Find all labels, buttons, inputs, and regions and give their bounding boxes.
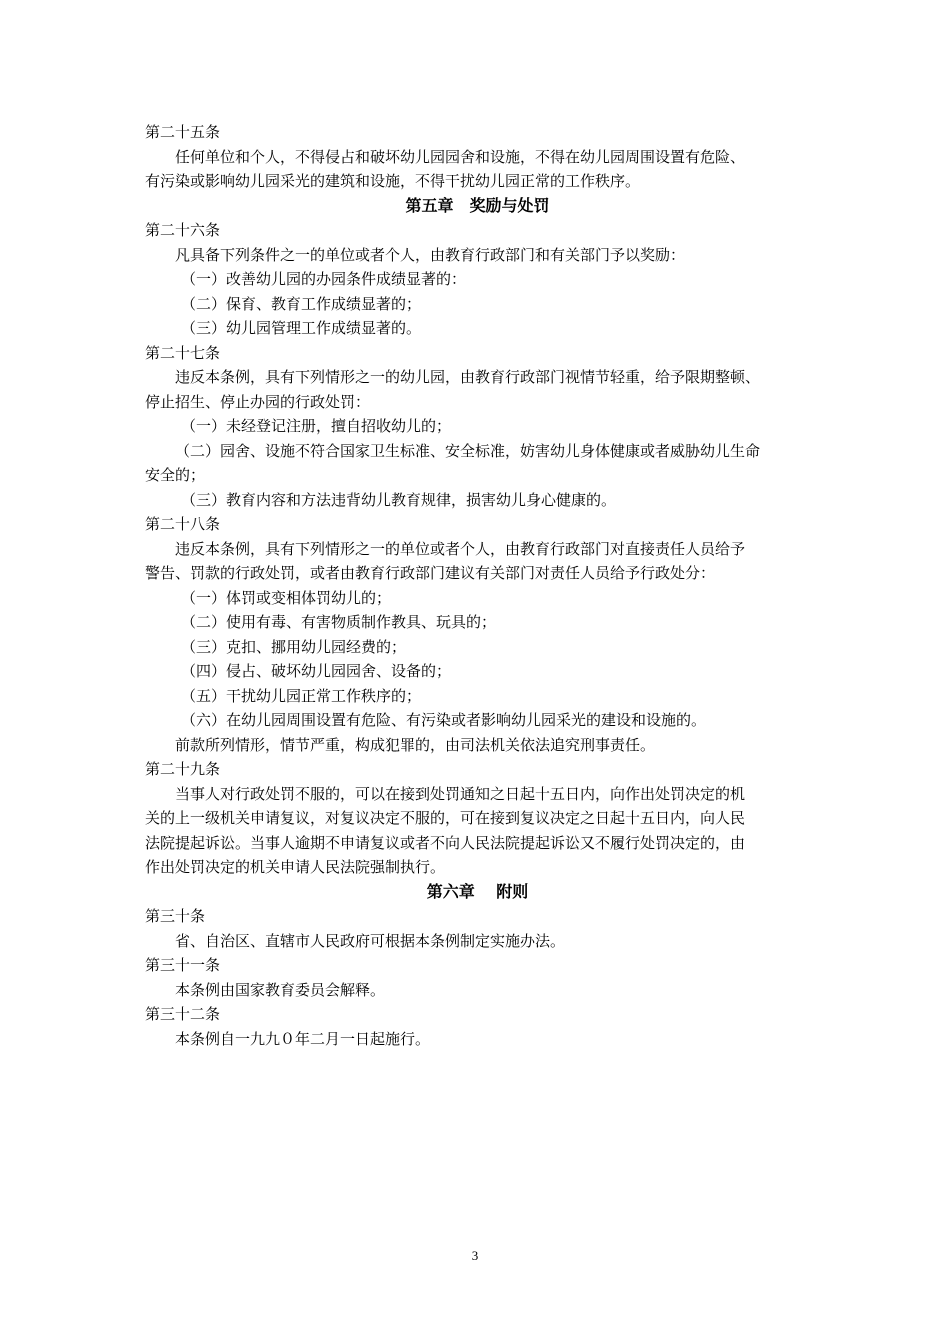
list-item: （二）园舍、设施不符合国家卫生标准、安全标准，妨害幼儿身体健康或者威胁幼儿生命 (175, 441, 761, 460)
paragraph-continuation: 有污染或影响幼儿园采光的建筑和设施，不得干扰幼儿园正常的工作秩序。 (145, 172, 641, 190)
paragraph-line: 前款所列情形，情节严重，构成犯罪的，由司法机关依法追究刑事责任。 (175, 735, 656, 754)
paragraph-line: 违反本条例，具有下列情形之一的单位或者个人，由教育行政部门对直接责任人员给予 (175, 539, 746, 558)
article-heading: 第二十八条 (145, 515, 221, 533)
chapter-title: 第六章 附则 (426, 881, 529, 901)
list-item: （三）教育内容和方法违背幼儿教育规律，损害幼儿身心健康的。 (181, 490, 617, 509)
list-item: （四）侵占、破坏幼儿园园舍、设备的； (181, 662, 452, 680)
paragraph-continuation: 停止招生、停止办园的行政处罚： (145, 392, 371, 411)
article-heading: 第三十二条 (145, 1005, 221, 1023)
document-body (145, 120, 810, 1051)
list-item: （六）在幼儿园周围设置有危险、有污染或者影响幼儿园采光的建设和设施的。 (181, 711, 707, 729)
list-item: （三）克扣、挪用幼儿园经费的； (181, 637, 407, 656)
paragraph-line: 本条例自一九九０年二月一日起施行。 (175, 1029, 431, 1048)
paragraph-line: 凡具备下列条件之一的单位或者个人，由教育行政部门和有关部门予以奖励： (175, 245, 686, 264)
paragraph-continuation: 安全的； (145, 466, 206, 484)
list-item: （五）干扰幼儿园正常工作秩序的； (181, 686, 422, 705)
article-heading: 第二十五条 (145, 123, 221, 141)
article-heading: 第三十一条 (145, 956, 221, 974)
paragraph-line: 省、自治区、直辖市人民政府可根据本条例制定实施办法。 (175, 931, 566, 950)
chapter-title: 第五章 奖励与处罚 (405, 195, 550, 215)
list-item: （二）使用有毒、有害物质制作教具、玩具的； (181, 613, 497, 631)
paragraph-continuation: 警告、罚款的行政处罚，或者由教育行政部门建议有关部门对责任人员给予行政处分： (145, 564, 716, 582)
paragraph-line: 任何单位和个人，不得侵占和破坏幼儿园园舍和设施，不得在幼儿园周围设置有危险、 (175, 147, 746, 166)
paragraph-line: 当事人对行政处罚不服的，可以在接到处罚通知之日起十五日内，向作出处罚决定的机 (175, 784, 746, 803)
paragraph-line: 本条例由国家教育委员会解释。 (175, 980, 386, 999)
paragraph-line: 违反本条例，具有下列情形之一的幼儿园，由教育行政部门视情节轻重，给予限期整顿、 (175, 368, 761, 386)
paragraph-continuation: 作出处罚决定的机关申请人民法院强制执行。 (145, 858, 446, 876)
list-item: （二）保育、教育工作成绩显著的； (181, 294, 422, 313)
article-heading: 第二十七条 (145, 343, 221, 362)
article-heading: 第二十九条 (145, 760, 221, 778)
article-heading: 第三十条 (145, 907, 206, 925)
list-item: （三）幼儿园管理工作成绩显著的。 (181, 319, 422, 337)
paragraph-continuation: 法院提起诉讼。当事人逾期不申请复议或者不向人民法院提起诉讼又不履行处罚决定的，由 (145, 833, 746, 852)
list-item: （一）体罚或变相体罚幼儿的； (181, 588, 392, 607)
list-item: （一）改善幼儿园的办园条件成绩显著的： (181, 270, 467, 288)
paragraph-continuation: 关的上一级机关申请复议，对复议决定不服的，可在接到复议决定之日起十五日内，向人民 (145, 809, 746, 827)
page-number: 3 (471, 1248, 479, 1263)
list-item: （一）未经登记注册，擅自招收幼儿的； (181, 417, 452, 435)
article-heading: 第二十六条 (145, 221, 221, 239)
